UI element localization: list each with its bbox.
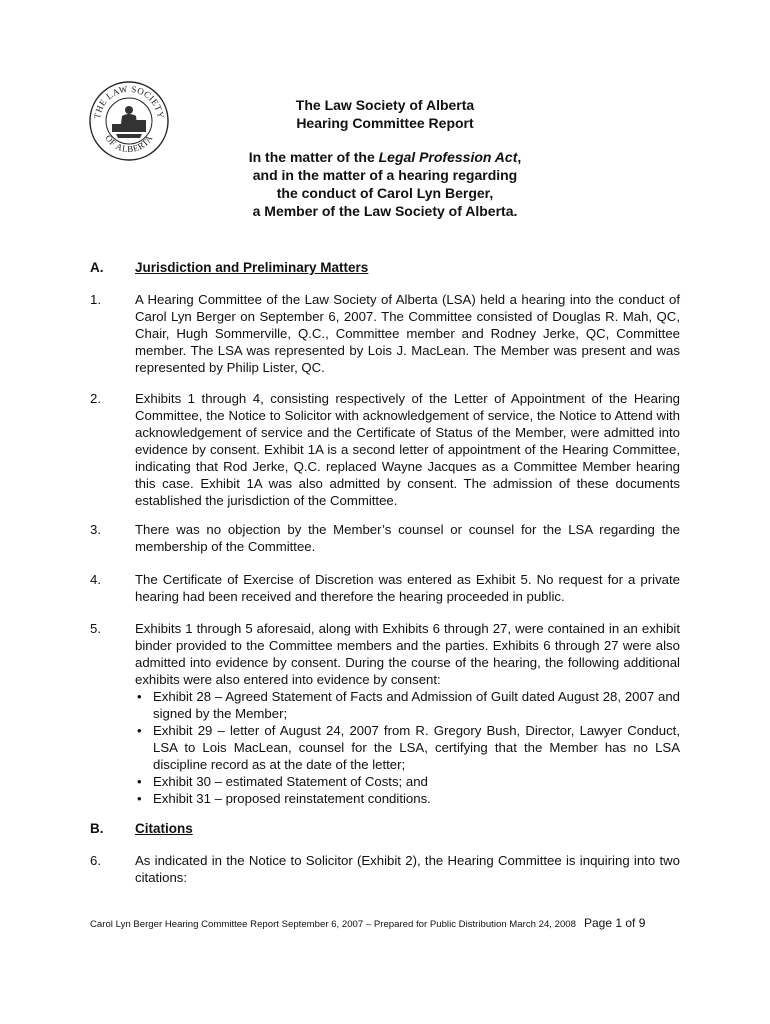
org-name: The Law Society of Alberta bbox=[295, 97, 475, 113]
matter-line-1: In the matter of the Legal Profession Act, bbox=[248, 149, 522, 165]
list-item: • Exhibit 28 – Agreed Statement of Facts and Admission of Guilt dated August 28, 2007 and signed by the Member; bbox=[137, 689, 680, 721]
exhibit-list bbox=[135, 688, 680, 807]
page-footer bbox=[90, 916, 645, 930]
report-type: Hearing Committee Report bbox=[296, 115, 474, 131]
page-number: Page 1 of 9 bbox=[583, 916, 646, 930]
matter-block bbox=[180, 148, 590, 220]
matter-line-3: the conduct of Carol Lyn Berger, bbox=[276, 185, 494, 201]
report-title-block bbox=[180, 96, 590, 132]
law-society-seal-logo bbox=[88, 80, 170, 162]
footer-text: Carol Lyn Berger Hearing Committee Report September 6, 2007 – Prepared for Public Distribution March 24, 2008 bbox=[90, 919, 576, 930]
list-item: • Exhibit 31 – proposed reinstatement conditions. bbox=[137, 791, 431, 806]
document-page: THE LAW SOCIETY OF ALBERTA The Law Society of Alberta Hearing Committee Report In the matter of the Legal Profession Act, and in the matter of a hearing regarding the conduct of Carol Lyn Berger, a Member of the Law Society of Alberta. A. Jurisdiction and Preliminary Matters 1. A Hearing Committee of the Law Society of Alberta (LSA) held a hearing into the conduct of Carol Lyn Berger on September 6, 2007. The Committee consisted of Douglas R. Mah, QC, Chair, Hugh Sommerville, Q.C., Committee member and Rodney Jerke, QC, Committee member. The LSA was represented by Lois J. MacLean. The Member was present and was represented by Philip Lister, QC. 2. Exhibits 1 through 4, consisting respectively of the Letter of Appointment of the Hearing Committee, the Notice to Solicitor with acknowledgement of service, the Notice to Attend with acknowledgement of service and the Certificate of Status of the Member, were admitted into evidence by consent. Exhibit 1A is a second letter of appointment of the Hearing Committee, indicating that Rod Jerke, Q.C. replaced Wayne Jacques as a Committee Member hearing this case. Exhibit 1A was also admitted by consent. The admission of these documents established the jurisdiction of the Committee. 3. There was no objection by the Member’s counsel or counsel for the LSA regarding the membership of the Committee. 4. The Certificate of Exercise of Discretion was entered as Exhibit 5. No request for a private hearing had been received and therefore the hearing proceeded in public. 5. Exhibits 1 through 5 aforesaid, along with Exhibits 6 through 27, were contained in an exhibit binder provided to the Committee members and the parties. Exhibits 6 through 27 were also admitted into evidence by consent. During the course of the hearing, the following additional exhibits were also entered into evidence by consent: • Exhibit 28 – Agreed Statement of Facts and Admission of Guilt dated August 28, 2007 and signed by the Member; • Exhibit 29 – letter of August 24, 2007 from R. Gregory Bush, Director, Lawyer Conduct, LSA to Lois MacLean, counsel for the LSA, certifying that the Member has no LSA discipline record as at the date of the letter; • Exhibit 30 – estimated Statement of Costs; and • Exhibit 31 – proposed reinstatement conditions. B. Citations 6. As indicated in the Notice to Solicitor (Exhibit 2), the Hearing Committee is inquiring into two citations: Carol Lyn Berger Hearing Committee Report September 6, 2007 – Prepared for Public Distribution March 24, 2008 Page 1 of 9 bbox=[0, 0, 770, 1024]
matter-line-4: a Member of the Law Society of Alberta. bbox=[252, 203, 518, 219]
seal-bottom-text: OF ALBERTA bbox=[103, 133, 155, 155]
matter-line-2: and in the matter of a hearing regarding bbox=[252, 167, 518, 183]
seal-top-text: THE LAW SOCIETY bbox=[92, 83, 167, 120]
act-name: Legal Profession Act bbox=[378, 149, 518, 165]
list-item: • Exhibit 29 – letter of August 24, 2007 from R. Gregory Bush, Director, Lawyer Conduct, LSA to Lois MacLean, counsel for the LSA, certifying that the Member has no LSA discipline record as at the date of the letter; bbox=[137, 723, 680, 772]
list-item: • Exhibit 30 – estimated Statement of Costs; and bbox=[137, 774, 428, 789]
